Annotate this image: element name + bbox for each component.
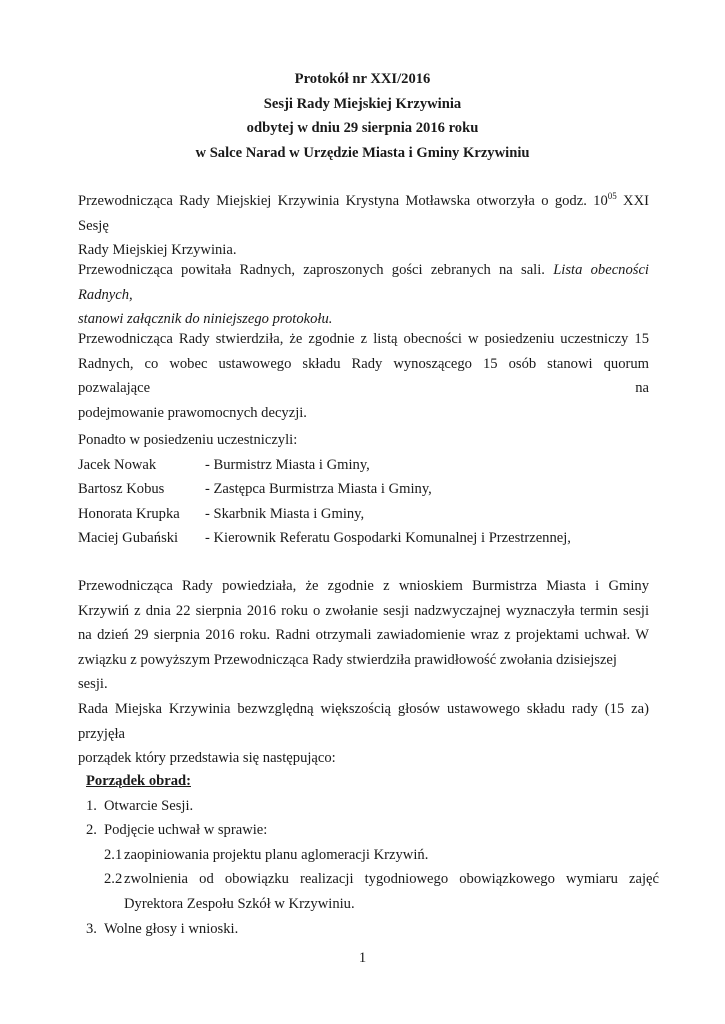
- attendee-name: Jacek Nowak: [78, 456, 157, 473]
- paragraph-agenda-adopted: [78, 697, 649, 771]
- title-line-1: Protokół nr XXI/2016: [294, 71, 431, 87]
- agenda-item: [78, 818, 659, 843]
- agenda-subitem-text: zwolnienia od obowiązku realizacji tygodniowego obowiązkowego wymiaru zajęć: [124, 871, 659, 888]
- paragraph-opening: [78, 189, 649, 263]
- paragraph-session-call-line-4: związku z powyższym Przewodnicząca Rady stwierdziła prawidłowość zwołania dzisiejszej sesji.: [78, 651, 617, 693]
- agenda-item-text: Wolne głosy i wnioski.: [104, 920, 239, 937]
- paragraph-quorum-line-2: Radnych, co wobec ustawowego składu Rady wynoszącego 15 osób stanowi quorum pozwalające na: [78, 355, 649, 397]
- agenda-item-text: Podjęcie uchwał w sprawie:: [104, 822, 268, 839]
- agenda-list: [78, 769, 659, 941]
- paragraph-agenda-adopted-line-1: Rada Miejska Krzywinia bezwzględną większością głosów ustawowego składu rady (15 za) przyjęła: [78, 701, 649, 742]
- paragraph-opening-line-2: Rady Miejskiej Krzywinia.: [78, 242, 237, 259]
- attendee-name: Honorata Krupka: [78, 505, 180, 522]
- paragraph-session-call-line-1: Przewodnicząca Rady powiedziała, że zgodnie z wnioskiem Burmistrza Miasta i Gminy: [78, 578, 649, 594]
- attendees-intro: Ponadto w posiedzeniu uczestniczyli:: [78, 432, 298, 448]
- paragraph-quorum: [78, 327, 649, 425]
- paragraph-quorum-line-3: podejmowanie prawomocnych decyzji.: [78, 404, 307, 421]
- paragraph-agenda-adopted-line-2: porządek który przedstawia się następująco:: [78, 750, 336, 767]
- attendee-row: [78, 526, 649, 551]
- page-number: 1: [358, 950, 367, 966]
- title-line-4: w Salce Narad w Urzędzie Miasta i Gminy Krzywiniu: [195, 144, 530, 161]
- agenda-subitem-continuation: Dyrektora Zespołu Szkół w Krzywiniu.: [124, 895, 355, 912]
- paragraph-welcome: [78, 258, 649, 332]
- agenda-subitem: [78, 867, 659, 892]
- attendee-row: [78, 477, 649, 502]
- paragraph-welcome-line-1: Przewodnicząca powitała Radnych, zaproszonych gości zebranych na sali. Lista obecności Radnych,: [78, 262, 649, 303]
- attendance-list-note-cont: stanowi załącznik do niniejszego protokołu.: [78, 311, 333, 328]
- agenda-subitem: [78, 843, 659, 868]
- attendees-section: [78, 428, 649, 551]
- agenda-item-text: Otwarcie Sesji.: [104, 797, 194, 814]
- paragraph-session-call-line-3: na dzień 29 sierpnia 2016 roku. Radni otrzymali zawiadomienie wraz z projektami uchwał. W: [78, 627, 649, 644]
- agenda-item-number: 2.: [86, 822, 97, 839]
- paragraph-session-call-line-2: Krzywiń z dnia 22 sierpnia 2016 roku o zwołanie sesji nadzwyczajnej wyznaczyła termin sesji: [78, 602, 649, 619]
- paragraph-session-call: [78, 574, 649, 697]
- title-line-2: Sesji Rady Miejskiej Krzywinia: [263, 95, 462, 112]
- attendee-role: - Burmistrz Miasta i Gminy,: [205, 456, 370, 473]
- attendee-name: Bartosz Kobus: [78, 481, 165, 498]
- agenda-item-number: 3.: [86, 920, 97, 937]
- title-line-3: odbytej w dniu 29 sierpnia 2016 roku: [246, 120, 479, 136]
- time-minutes-superscript: 05: [607, 191, 617, 201]
- attendee-row: [78, 502, 649, 527]
- attendee-name: Maciej Gubański: [78, 530, 179, 547]
- paragraph-opening-line-1: Przewodnicząca Rady Miejskiej Krzywinia Krystyna Motławska otworzyła o godz. $10^{05}$ XXI Sesję: [78, 191, 649, 234]
- agenda-heading: Porządek obrad:: [86, 773, 191, 789]
- attendance-list-note: Lista obecności Radnych,: [78, 262, 649, 303]
- agenda-subitem-number: 2.1: [104, 846, 123, 863]
- attendee-role: - Zastępca Burmistrza Miasta i Gminy,: [205, 481, 432, 498]
- attendee-role: - Skarbnik Miasta i Gminy,: [205, 505, 365, 522]
- document-title: [0, 67, 725, 165]
- agenda-subitem-number: 2.2: [104, 871, 123, 888]
- attendee-role: - Kierownik Referatu Gospodarki Komunalnej i Przestrzennej,: [205, 530, 571, 547]
- agenda-item: [78, 794, 659, 819]
- agenda-item-number: 1.: [86, 797, 97, 814]
- agenda-subitem-text: zaopiniowania projektu planu aglomeracji Krzywiń.: [124, 846, 429, 863]
- agenda-item: [78, 917, 659, 942]
- paragraph-quorum-line-1: Przewodnicząca Rady stwierdziła, że zgodnie z listą obecności w posiedzeniu uczestniczy 15: [78, 331, 649, 347]
- attendee-row: [78, 453, 649, 478]
